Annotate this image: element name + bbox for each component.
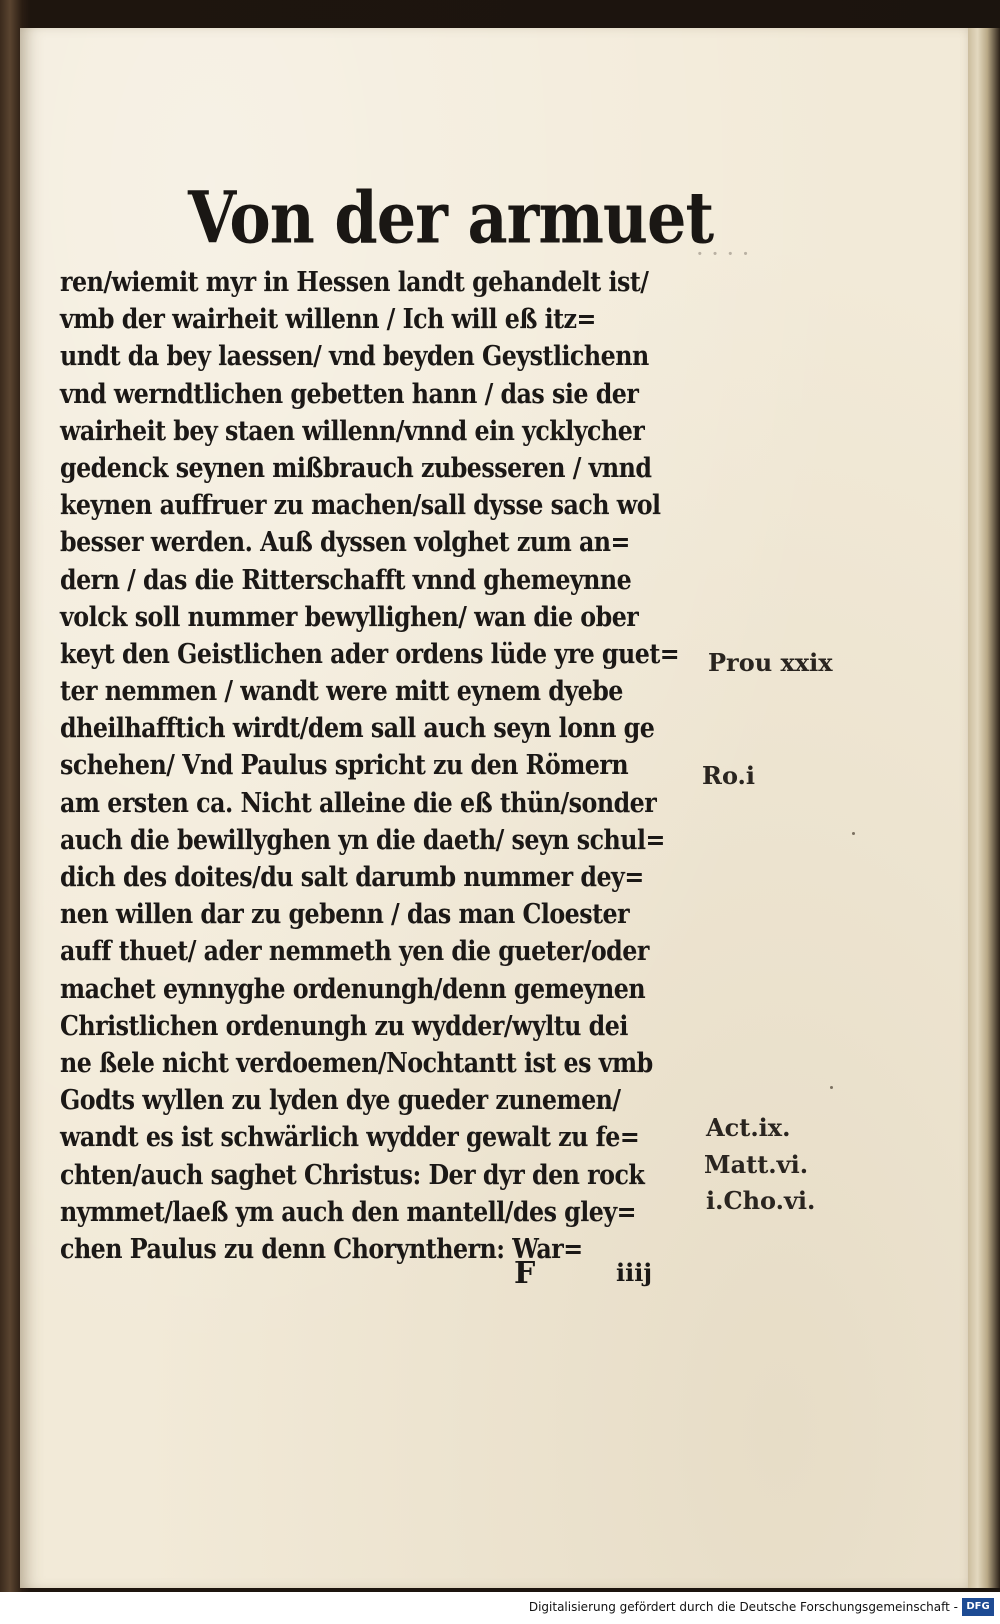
margin-note-cor: i.Cho.vi.: [706, 1186, 816, 1215]
text-line: wairheit bey staen willenn/vnnd ein ycklycher: [60, 415, 645, 447]
body-text: [60, 264, 720, 1268]
text-line: besser werden. Auß dyssen volghet zum an=: [60, 527, 630, 559]
footer-bar: [0, 1592, 1000, 1624]
text-line: Christlichen ordenungh zu wydder/wyltu dei: [60, 1010, 628, 1042]
text-line: chen Paulus zu denn Chorynthern: War=: [60, 1233, 583, 1265]
signature-mark: F: [514, 1256, 536, 1291]
text-line: Godts wyllen zu lyden dye gueder zunemen/: [60, 1085, 621, 1117]
text-line: auff thuet/ ader nemmeth yen die gueter/oder: [60, 936, 649, 968]
text-line: nymmet/laeß ym auch den mantell/des gley=: [60, 1196, 637, 1228]
text-line: ter nemmen / wandt were mitt eynem dyebe: [60, 676, 623, 708]
margin-note-prov: Prou xxix: [708, 648, 833, 677]
running-title: Von der armuet: [188, 176, 714, 260]
text-line: chten/auch saghet Christus: Der dyr den rock: [60, 1159, 645, 1191]
paper-speck: [852, 832, 855, 835]
margin-note-matt: Matt.vi.: [704, 1150, 809, 1179]
page-edge: [968, 28, 1000, 1588]
margin-note-rom: Ro.i: [702, 761, 756, 790]
text-line: volck soll nummer bewyllighen/ wan die ober: [60, 601, 639, 633]
signature-number: iiij: [616, 1258, 653, 1287]
text-line: vmb der wairheit willenn / Ich will eß itz=: [60, 304, 596, 336]
text-line: gedenck seynen mißbrauch zubesseren / vnnd: [60, 452, 652, 484]
footer-credit: Digitalisierung gefördert durch die Deutsche Forschungsgemeinschaft -: [528, 1600, 958, 1614]
text-line: machet eynnyghe ordenungh/denn gemeynen: [60, 973, 646, 1005]
text-line: wandt es ist schwärlich wydder gewalt zu fe=: [60, 1122, 640, 1154]
text-line: schehen/ Vnd Paulus spricht zu den Römern: [60, 750, 629, 782]
text-line: ren/wiemit myr in Hessen landt gehandelt ist/: [60, 267, 649, 298]
text-line: vnd werndtlichen gebetten hann / das sie der: [60, 378, 639, 410]
text-line: auch die bewillyghen yn die daeth/ seyn schul=: [60, 824, 665, 856]
text-line: dheilhafftich wirdt/dem sall auch seyn lonn ge: [60, 713, 655, 745]
text-line: ne ßele nicht verdoemen/Nochtantt ist es vmb: [60, 1047, 653, 1079]
margin-note-faint: · · · ·: [696, 240, 750, 268]
text-line: nen willen dar zu gebenn / das man Cloester: [60, 899, 630, 931]
book-page: [20, 28, 970, 1588]
margin-note-act: Act.ix.: [706, 1113, 791, 1142]
text-line: keyt den Geistlichen ader ordens lüde yre guet=: [60, 638, 680, 670]
text-line: am ersten ca. Nicht alleine die eß thün/sonder: [60, 787, 657, 819]
text-line: dern / das die Ritterschafft vnnd ghemeynne: [60, 564, 632, 596]
text-line: keynen auffruer zu machen/sall dysse sach wol: [60, 490, 661, 522]
dfg-logo-icon: DFG: [962, 1598, 994, 1616]
text-line: dich des doites/du salt darumb nummer dey=: [60, 862, 644, 893]
text-line: undt da bey laessen/ vnd beyden Geystlichenn: [60, 341, 649, 373]
paper-speck: [830, 1086, 833, 1089]
